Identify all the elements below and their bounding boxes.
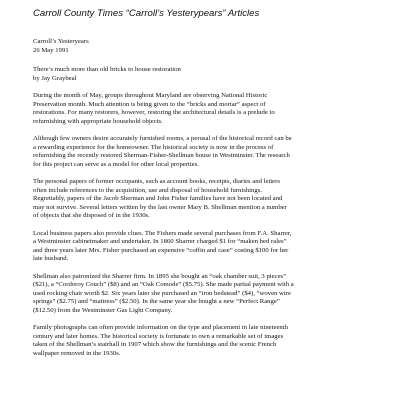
paragraph-line: a Westminster cabinetmaker and undertaker. In 1860 Sharrer charged $1 for “maken bed rales” <box>33 238 287 245</box>
paragraph-line: of objects that she disposed of in the 1930s. <box>33 212 150 219</box>
article-paragraph <box>33 324 375 358</box>
column-name: Carroll’s Yesteryears <box>33 38 89 45</box>
article-body <box>33 92 375 358</box>
paragraph-line: The personal papers of former occupants, such as account books, receipts, diaries and letters <box>33 178 280 185</box>
paragraph-line: Family photographs can often provide information on the type and placement in late nineteenth <box>33 324 288 331</box>
paragraph-line: refurnishing with appropriate household objects. <box>33 117 163 125</box>
article-byline: by Jay Graybeal <box>33 74 77 82</box>
article-title: There’s much more than old bricks to house restoration <box>33 66 181 73</box>
article-paragraph <box>33 92 375 126</box>
paragraph-line: a rewarding experience for the homeowner. The historical society is now in the process of <box>33 143 274 151</box>
paragraph-line: for this project can serve as a model for other local properties. <box>33 160 200 168</box>
paragraph-line: late husband. <box>33 255 69 262</box>
paragraph-line: ($21), a “Cordoroy Couch” ($8) and an “Oak Comode” ($5.75). She made partial payment with a <box>33 281 294 288</box>
paragraph-line: may not survive. Several letters written by the last owner Mary B. Shellman mention a number <box>33 203 287 211</box>
paragraph-line: Shellman also patronized the Sharrer firm. In 1895 she bought an “oak chamber suit, 3 pieces” <box>33 272 287 280</box>
paragraph-line: ($12.50) from the Westminster Gas Light Company. <box>33 306 173 314</box>
paragraph-line: restorations. For many restorers, however, restoring the architectural details is a prelude to <box>33 109 275 116</box>
paragraph-line: refurnishing the recently restored Sherman-Fisher-Shellman house in Westminster. The research <box>33 152 290 159</box>
paragraph-line: Preservation month. Much attention is being given to the “bricks and mortar” aspect of <box>33 100 266 108</box>
article-paragraph <box>33 230 375 264</box>
document-page <box>33 8 375 367</box>
paragraph-line: Regrettably, papers of the Jacob Sherman and John Fisher families have not been located and <box>33 195 283 202</box>
paragraph-line: wallpaper removed in the 1930s. <box>33 349 121 357</box>
paragraph-line: taken of the Shellman’s stairhall in 1907 which show the furnishings and the scenic French <box>33 341 277 348</box>
paragraph-line: Although few owners desire accurately furnished rooms, a perusal of the historical record can be <box>33 135 292 142</box>
article-date: 26 May 1991 <box>33 46 69 54</box>
article-heading <box>33 66 375 83</box>
article-paragraph <box>33 273 375 316</box>
page-header: Carroll County Times “Carroll’s Yesterypears” Articles <box>33 8 260 19</box>
paragraph-line: springs” ($2.75) and “mattress” ($2.50). In the same year she bought a new “Perfect Range” <box>33 298 280 305</box>
paragraph-line: century and later homes. The historical society is fortunate to own a remarkable set of images <box>33 332 284 340</box>
paragraph-line: used rocking chair worth $2. Six years later she purchased an “iron bedstead” ($4), “woven wire <box>33 289 291 297</box>
article-paragraph <box>33 178 375 221</box>
paragraph-line: During the month of May, groups throughout Maryland are observing National Historic <box>33 92 268 99</box>
paragraph-line: often include references to the acquisition, use and disposal of household furnishings. <box>33 186 262 194</box>
paragraph-line: Local business papers also provide clues. The Fishers made several purchases from F.A. Sharrer, <box>33 229 292 237</box>
article-meta <box>33 38 375 55</box>
article-paragraph <box>33 135 375 169</box>
paragraph-line: and three years later Mrs. Fisher purchased an expensive “coffin and case” costing $100 for her <box>33 246 289 254</box>
